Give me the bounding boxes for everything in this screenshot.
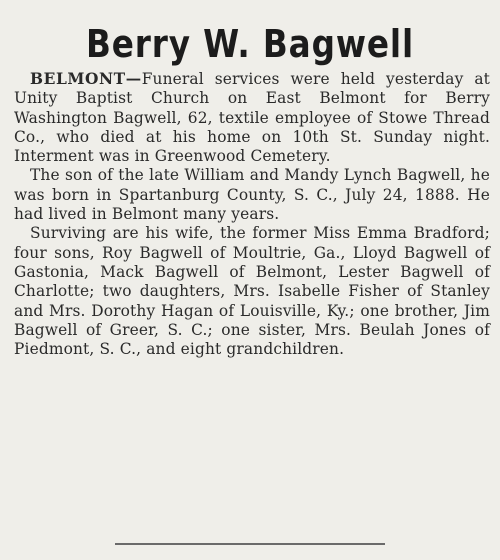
paragraph-birth: The son of the late William and Mandy Lynch Bagwell, he was born in Spartanburg County, S. C., July 24, 1888. He had lived in Belmont many years. (14, 166, 490, 224)
paragraph-1-text: Funeral services were held yesterday at Unity Baptist Church on East Belmont for Berry Washington Bagwell, 62, textile employee of Stowe Thread Co., who died at his home on 10th St. Sunday night. Interment was in Greenwood Cemetery. (14, 70, 490, 166)
divider-rule (115, 543, 385, 545)
paragraph-survivors: Surviving are his wife, the former Miss Emma Bradford; four sons, Roy Bagwell of Moultrie, Ga., Lloyd Bagwell of Gastonia, Mack Bagwell of Belmont, Lester Bagwell of Charlotte; two daughters, Mrs. Isabelle Fisher of Stanley and Mrs. Dorothy Hagan of Louisville, Ky.; one brother, Jim Bagwell of Greer, S. C.; one sister, Mrs. Beulah Jones of Piedmont, S. C., and eight grandchildren. (14, 224, 490, 359)
dateline: BELMONT— (30, 70, 142, 88)
obituary-headline: Berry W. Bagwell (85, 22, 415, 66)
obituary-body (14, 70, 490, 359)
paragraph-funeral-services (14, 70, 490, 166)
